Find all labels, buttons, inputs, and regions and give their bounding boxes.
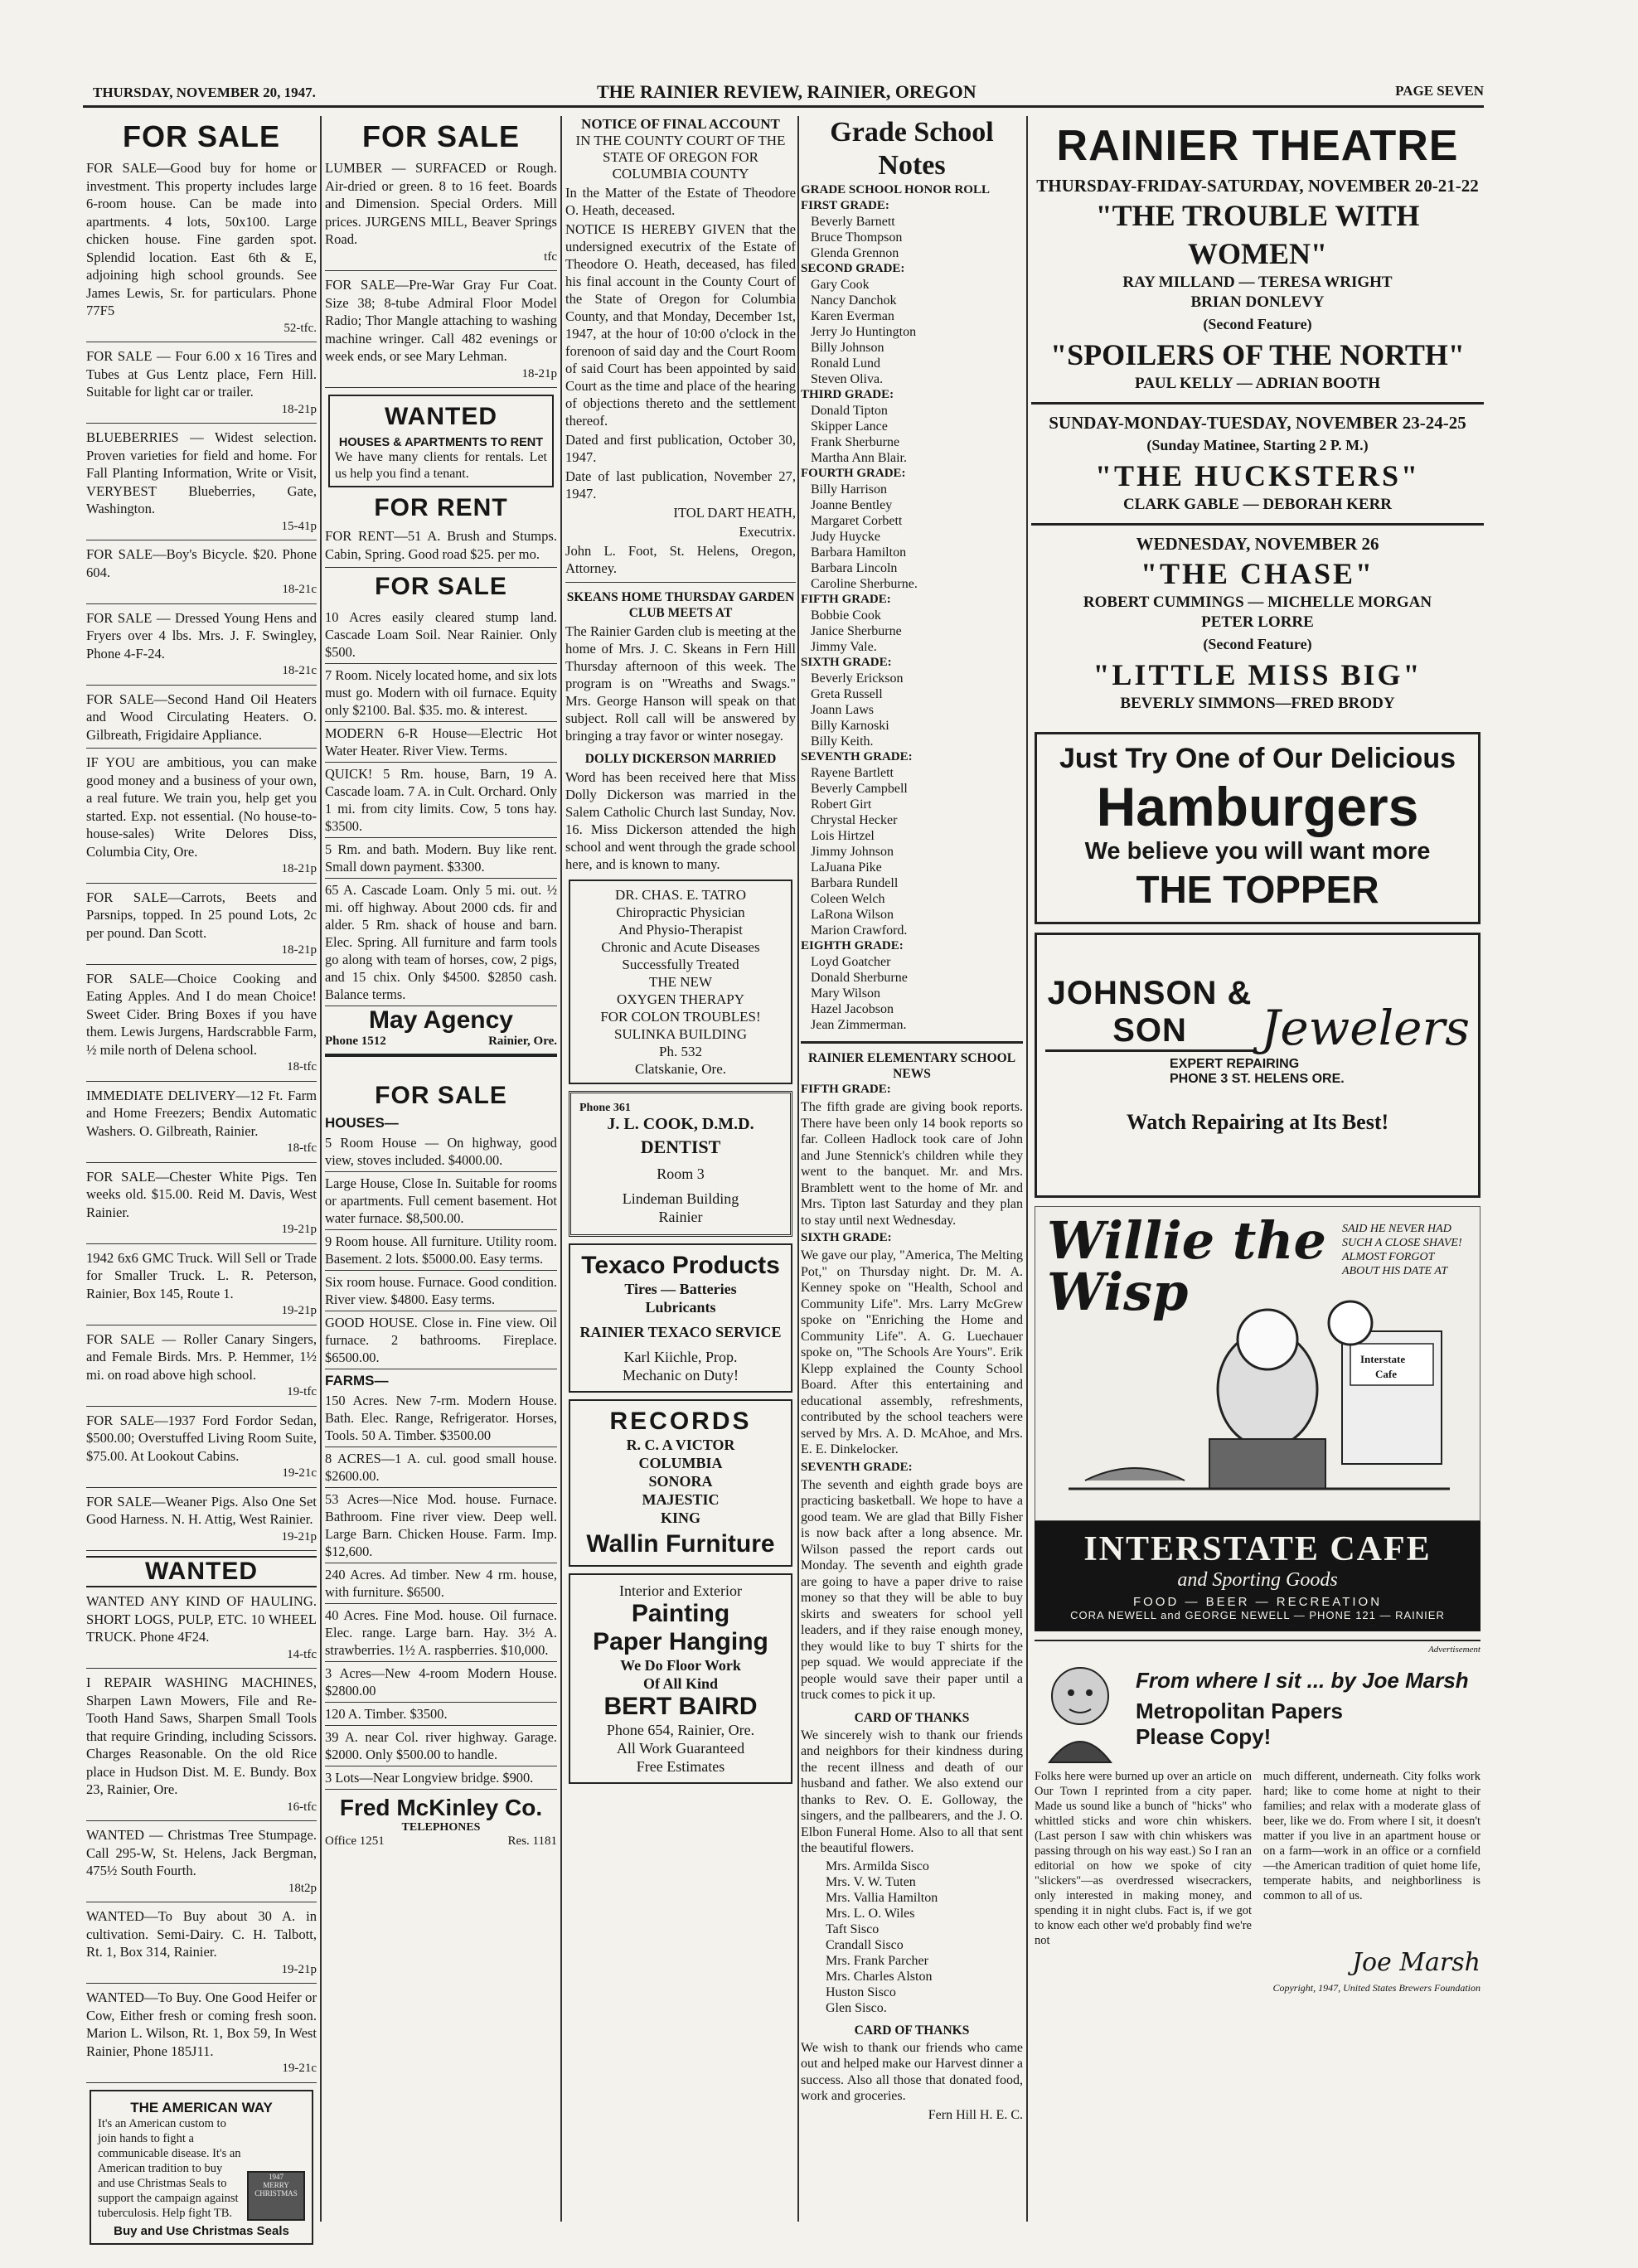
thanks-name: Mrs. V. W. Tuten bbox=[826, 1874, 916, 1889]
painting-l3: Paper Hanging bbox=[593, 1628, 768, 1655]
student-name: Marion Crawford. bbox=[811, 923, 908, 938]
for-sale-heading-3: FOR SALE bbox=[375, 573, 507, 600]
student-name: Skipper Lance bbox=[811, 419, 888, 434]
may-agency-phone: Phone 1512 bbox=[325, 1035, 386, 1048]
movie-5: "LITTLE MISS BIG" bbox=[1093, 658, 1422, 691]
student-name: Billy Johnson bbox=[811, 341, 884, 355]
student-name: Jerry Jo Huntington bbox=[811, 325, 917, 339]
wanted-heading: WANTED bbox=[86, 1556, 317, 1587]
matinee-note: (Sunday Matinee, Starting 2 P. M.) bbox=[1146, 437, 1369, 453]
thanks-names bbox=[801, 1858, 1023, 2016]
mckinley-res: Res. 1181 bbox=[507, 1834, 557, 1848]
student-name: Joann Laws bbox=[811, 703, 874, 717]
theatre-dates-2: SUNDAY-MONDAY-TUESDAY, NOVEMBER 23-24-25 bbox=[1049, 413, 1466, 433]
records-store: Wallin Furniture bbox=[586, 1530, 775, 1558]
tatro-lines bbox=[575, 886, 786, 1078]
student-name: Bruce Thompson bbox=[811, 230, 903, 245]
painting-name: BERT BAIRD bbox=[603, 1693, 758, 1720]
for-sale-heading-4: FOR SALE bbox=[375, 1082, 507, 1109]
classified-ad: FOR SALE—Boy's Bicycle. $20. Phone 604. 18-21c bbox=[86, 545, 317, 604]
student-name: Barbara Rundell bbox=[811, 876, 899, 890]
honor-roll-heading: GRADE SCHOOL HONOR ROLL bbox=[801, 183, 990, 196]
cast-5: BEVERLY SIMMONS—FRED BRODY bbox=[1120, 695, 1395, 712]
dolly-heading: DOLLY DICKERSON MARRIED bbox=[584, 752, 777, 766]
ad-code: 18-tfc bbox=[287, 1141, 317, 1155]
willie-title: Willie the Wisp bbox=[1047, 1210, 1326, 1322]
grade-heading: EIGHTH GRADE: bbox=[801, 939, 904, 952]
classified-ad: FOR SALE—Second Hand Oil Heaters and Wood Circulating Heaters. O. Gilbreath, Frigidaire Appliance. bbox=[86, 691, 317, 749]
student-name: Bobbie Cook bbox=[811, 608, 881, 623]
student-name: Karen Everman bbox=[811, 309, 894, 323]
ad-code: 18-21p bbox=[521, 366, 557, 380]
christmas-seal-stamp-icon bbox=[247, 2171, 305, 2221]
grade-school-title: Grade School Notes bbox=[830, 117, 994, 181]
farm-listing: 53 Acres—Nice Mod. house. Furnace. Bathroom. Fine river view. Deep well. Large Barn. Chicken House. Farm. Imp. $12,600. bbox=[325, 1488, 557, 1563]
ad-code: 14-tfc bbox=[287, 1647, 317, 1661]
student-name: LaJuana Pike bbox=[811, 860, 882, 875]
for-rent-text: FOR RENT—51 A. Brush and Stumps. Cabin, Spring. Good road $25. per mo. bbox=[325, 527, 557, 568]
student-name: Donald Tipton bbox=[811, 404, 888, 418]
tatro-line: OXYGEN THERAPY bbox=[616, 991, 745, 1007]
column-rule bbox=[560, 116, 562, 2222]
joe-marsh-portrait-icon bbox=[1035, 1655, 1126, 1762]
student-name: Billy Keith. bbox=[811, 734, 874, 749]
notice-title: NOTICE OF FINAL ACCOUNT bbox=[581, 116, 780, 132]
theatre-dates-1: THURSDAY-FRIDAY-SATURDAY, NOVEMBER 20-21-22 bbox=[1036, 176, 1479, 196]
fifth-heading: FIFTH GRADE: bbox=[801, 1083, 891, 1096]
ad-code: 18-21p bbox=[281, 943, 317, 957]
student-name: Chrystal Hecker bbox=[811, 813, 898, 827]
mckinley-name: Fred McKinley Co. bbox=[339, 1795, 543, 1820]
willie-sign1: Interstate bbox=[1360, 1353, 1406, 1365]
thanks-name: Mrs. Vallia Hamilton bbox=[826, 1890, 938, 1905]
cook-phone: Phone 361 bbox=[579, 1102, 631, 1114]
wanted-sub: HOUSES & APARTMENTS TO RENT bbox=[338, 436, 544, 449]
thanks-heading: CARD OF THANKS bbox=[854, 1710, 970, 1725]
classified-ad: FOR SALE—1937 Ford Fordor Sedan, $500.00; Overstuffed Living Room Suite, $75.00. At Lookout Cabins. 19-21c bbox=[86, 1412, 317, 1488]
thanks-name: Taft Sisco bbox=[826, 1922, 880, 1936]
seals-title: THE AMERICAN WAY bbox=[130, 2099, 273, 2115]
johnson-son-watch: Watch Repairing at Its Best! bbox=[1126, 1110, 1389, 1134]
ad-code: 18-21c bbox=[282, 583, 317, 596]
texaco-mech: Mechanic on Duty! bbox=[623, 1367, 739, 1384]
thanks2-sign: Fern Hill H. E. C. bbox=[928, 2107, 1023, 2122]
classified-ad: FOR SALE—Good buy for home or investment. This property includes large 6-room house. Can be made into apartments. 4 lots, 50x100. Large chicken house. Fine garden spot. Splendid location. East 6th & E, adjoining high school grounds. See James Lewis, Sr. for particulars. Phone 77F5 52-tfc. bbox=[86, 159, 317, 342]
cafe-title: INTERSTATE CAFE bbox=[1083, 1530, 1432, 1568]
classified-ad: IF YOU are ambitious, you can make good money and a business of your own, a real future. We train you, help get you started. Exp. not essential. (No house-to-house-sales) Write Delores Diss, Columbia City, Ore. 18-21p bbox=[86, 754, 317, 884]
farms-listings bbox=[325, 1389, 557, 1790]
header-paper-name: THE RAINIER REVIEW, RAINIER, OREGON bbox=[597, 81, 976, 102]
seventh-heading: SEVENTH GRADE: bbox=[801, 1460, 913, 1474]
cast-3: CLARK GABLE — DEBORAH KERR bbox=[1122, 496, 1393, 513]
student-name: Jean Zimmerman. bbox=[811, 1018, 907, 1032]
seal-stamp-text: MERRY CHRISTMAS bbox=[254, 2180, 298, 2198]
farm-listing: 40 Acres. Fine Mod. house. Oil furnace. Elec. range. Large barn. Hay. 3½ A. strawberries. 1½ A. raspberries. $10,000. bbox=[325, 1604, 557, 1662]
grade-heading: FIRST GRADE: bbox=[801, 199, 889, 212]
tatro-ad bbox=[569, 880, 792, 1084]
student-name: Frank Sherburne bbox=[811, 435, 900, 449]
movie-1: "THE TROUBLE WITH WOMEN" bbox=[1095, 199, 1420, 270]
record-brand: COLUMBIA bbox=[638, 1455, 723, 1471]
theatre-title: RAINIER THEATRE bbox=[1056, 122, 1459, 170]
honor-roll-list bbox=[801, 198, 1023, 1033]
notice-body: NOTICE IS HEREBY GIVEN that the undersigned executrix of the Estate of Theodore O. Heath, deceased, has filed his final account in the County Court of the State of Oregon for Columbia County, and that Monday, December 1st, 1947, at the hour of 10:00 o'clock in the forenoon of said day and the Court Room of said Court has been appointed by said Court as the time and place of the hearing of objections thereto and the settlement thereof. bbox=[565, 221, 796, 429]
thanks2-heading: CARD OF THANKS bbox=[854, 2023, 970, 2038]
student-name: Donald Sherburne bbox=[811, 971, 908, 985]
ad-code: 52-tfc. bbox=[284, 321, 317, 335]
may-agency-listings bbox=[325, 606, 557, 1006]
classified-ad: FOR SALE — Four 6.00 x 16 Tires and Tubes at Gus Lentz place, Fern Hill. Suitable for light car or trailer. 18-21p bbox=[86, 347, 317, 424]
tatro-line: Successfully Treated bbox=[622, 957, 739, 972]
classified-ad: FOR SALE—Choice Cooking and Eating Apples. And I do mean Choice! Sweet Cider. Bring Boxes if you have them. Lewis Jurgens, Hardscrabble Farm, ½ mile north of Delena school. 18-tfc bbox=[86, 970, 317, 1082]
notice-last: Date of last publication, November 27, 1947. bbox=[565, 468, 796, 502]
for-sale-heading: FOR SALE bbox=[122, 119, 280, 153]
painting-l2: Painting bbox=[631, 1600, 730, 1627]
cast-1b: BRIAN DONLEVY bbox=[1190, 293, 1325, 311]
ad-code: 19-21p bbox=[281, 1223, 317, 1236]
dolly-text: Word has been received here that Miss Dolly Dickerson was married in the Salem Catholic Church last Sunday, Nov. 16. Miss Dickerson attended the high school and went through the grade school here, and is known to many. bbox=[565, 769, 796, 872]
student-name: Ronald Lund bbox=[811, 356, 880, 371]
texaco-ad bbox=[569, 1243, 792, 1393]
student-name: Beverly Barnett bbox=[811, 215, 895, 229]
topper-line3: We believe you will want more bbox=[1084, 838, 1431, 865]
theatre-dates-3: WEDNESDAY, NOVEMBER 26 bbox=[1136, 534, 1379, 554]
classified-ad: FOR SALE—Carrots, Beets and Parsnips, topped. In 25 pound Lots, 2c per pound. Dan Scott. 18-21p bbox=[86, 889, 317, 965]
house-listing: 9 Room house. All furniture. Utility room. Basement. 2 lots. $5000.00. Easy terms. bbox=[325, 1230, 557, 1271]
ad-code: tfc bbox=[544, 250, 557, 264]
joe-column-b: much different, underneath. City folks work hard; like to come home at night to their families; and relax with a moderate glass of beer, like we do. From where I sit, it doesn't matter if you live in an apartment house or on a farm—work in an office or a cornfield—the American tradition of quiet home life, temperate habits, and neighborliness is common to all of us. bbox=[1263, 1770, 1480, 1902]
thanks-name: Mrs. Frank Parcher bbox=[826, 1953, 928, 1968]
topper-line1: Just Try One of Our Delicious bbox=[1059, 743, 1456, 774]
cast-1a: RAY MILLAND — TERESA WRIGHT bbox=[1122, 274, 1393, 291]
wanted-ads bbox=[86, 1592, 317, 2083]
seal-year: 1947 bbox=[269, 2172, 284, 2181]
wanted-ad: I REPAIR WASHING MACHINES, Sharpen Lawn Mowers, File and Re-Tooth Hand Saws, Sharpen Small Tools that require Grinding, including Scissors. Charges Reasonable. On the old Rice place in Hudson Dist. M. E. Bundy. Box 23, Rainier, Ore. 16-tfc bbox=[86, 1674, 317, 1821]
student-name: Robert Girt bbox=[811, 797, 872, 812]
texaco-line1: Tires — Batteries bbox=[624, 1281, 737, 1297]
willie-bubble: SAID HE NEVER HAD SUCH A CLOSE SHAVE! ALMOST FORGOT ABOUT HIS DATE AT bbox=[1342, 1223, 1462, 1277]
wanted-ad: WANTED—To Buy. One Good Heifer or Cow, Either fresh or coming fresh soon. Marion L. Wilson, Rt. 1, Box 59, In West Rainier, Phone 185J11. 19-21c bbox=[86, 1989, 317, 2083]
thanks-name: Glen Sisco. bbox=[826, 2000, 887, 2015]
student-name: Barbara Lincoln bbox=[811, 561, 898, 575]
houses-heading: HOUSES— bbox=[325, 1115, 399, 1131]
joe-column-a: Folks here were burned up over an article on Our Town I reprinted from a city paper. Made us sound like a bunch of "hicks" who whittled sticks and wore chin whiskers. (Last person I saw with chin whiskers was passing through on his way east.) So I ran an editorial on how we spoke of city "slickers"—as overdressed wisecrackers, only interested in making money, and spending it in night clubs. Fact is, if we got to know each other we'd probably find we're not bbox=[1035, 1770, 1252, 1947]
texaco-prop: Karl Kiichle, Prop. bbox=[623, 1349, 738, 1365]
willie-wisp-cartoon bbox=[1035, 1206, 1480, 1521]
sixth-text: We gave our play, "America, The Melting Pot," on Thursday night. Dr. M. A. Kenney spoke on "Health, School and Community Life". Mrs. Larry McGrew spoke on "Enriching the Home and Community Life". A. G. Luechauer spoke on, "The Schools Are Yours". Erik Klepp explained the County School Board. After this entertaining and educational assembly, refreshments, contributed by the school teachers were served by Mrs. A. D. McAhoe, and Mrs. E. E. Dinkelocker. bbox=[801, 1248, 1023, 1456]
painting-guar: All Work Guaranteed bbox=[616, 1740, 745, 1757]
for-sale-heading-2: FOR SALE bbox=[361, 119, 520, 153]
student-name: Gary Cook bbox=[811, 278, 870, 292]
student-name: Caroline Sherburne. bbox=[811, 577, 918, 591]
tatro-line: Ph. 532 bbox=[659, 1044, 702, 1059]
thanks-name: Crandall Sisco bbox=[826, 1937, 904, 1952]
classified-ad: FOR SALE — Roller Canary Singers, and Female Birds. Mrs. P. Hemmer, 1½ mi. on road above high school. 19-tfc bbox=[86, 1330, 317, 1407]
tatro-line: DR. CHAS. E. TATRO bbox=[615, 887, 746, 903]
column-grade-school bbox=[801, 116, 1023, 2222]
christmas-seals-ad bbox=[90, 2090, 313, 2245]
copyright-line: Copyright, 1947, United States Brewers Foundation bbox=[1272, 1982, 1480, 1994]
for-rent-heading: FOR RENT bbox=[374, 494, 508, 521]
student-name: Beverly Campbell bbox=[811, 782, 908, 796]
notice-dated: Dated and first publication, October 30, 1947. bbox=[565, 432, 796, 465]
wanted-ad: WANTED — Christmas Tree Stumpage. Call 295-W, St. Helens, Jack Bergman, 475½ South Fourth. 18t2p bbox=[86, 1826, 317, 1902]
houses-listings bbox=[325, 1132, 557, 1369]
second-feature-2: (Second Feature) bbox=[1203, 636, 1312, 652]
painting-l1: Interior and Exterior bbox=[619, 1582, 742, 1599]
farms-heading: FARMS— bbox=[325, 1373, 389, 1388]
thanks-name: Mrs. L. O. Wiles bbox=[826, 1906, 915, 1921]
farm-listing: 39 A. near Col. river highway. Garage. $2000. Only $500.00 to handle. bbox=[325, 1726, 557, 1766]
listing: 65 A. Cascade Loam. Only 5 mi. out. ½ mi. off highway. About 2000 cds. fir and alder. 5 Rm. shack of house and barn. Elec. Spring. All furniture and farm tools go along with team of horses, cow, 2 pigs, and 15 chix. Only $4500. $2850 cash. Balance terms. bbox=[325, 879, 557, 1006]
movie-2: "SPOILERS OF THE NORTH" bbox=[1050, 338, 1465, 371]
classified-ad: IMMEDIATE DELIVERY—12 Ft. Farm and Home Freezers; Bendix Automatic Washers. O. Gilbreath, Rainier. 18-tfc bbox=[86, 1087, 317, 1163]
skeans-heading: SKEANS HOME THURSDAY GARDEN CLUB MEETS AT bbox=[566, 590, 795, 620]
listing: 5 Rm. and bath. Modern. Buy like rent. Small down payment. $3300. bbox=[325, 838, 557, 879]
student-name: Martha Ann Blair. bbox=[811, 451, 907, 465]
listing: MODERN 6-R House—Electric Hot Water Heater. River View. Terms. bbox=[325, 722, 557, 763]
thanks-name: Mrs. Charles Alston bbox=[826, 1969, 933, 1984]
farm-listing: 240 Acres. Ad timber. New 4 rm. house, with furniture. $6500. bbox=[325, 1563, 557, 1604]
student-name: LaRona Wilson bbox=[811, 908, 894, 922]
cast-2: PAUL KELLY — ADRIAN BOOTH bbox=[1135, 375, 1380, 392]
column-classifieds-2 bbox=[325, 116, 557, 2222]
joe-marsh-column bbox=[1035, 1640, 1480, 1994]
student-name: Coleen Welch bbox=[811, 892, 885, 906]
record-brand: R. C. A VICTOR bbox=[626, 1437, 735, 1453]
record-brand: MAJESTIC bbox=[642, 1491, 720, 1508]
record-brand: KING bbox=[660, 1510, 700, 1526]
ad-code: 18-tfc bbox=[287, 1060, 317, 1073]
painting-ad bbox=[569, 1573, 792, 1784]
painting-l5: Of All Kind bbox=[642, 1675, 719, 1692]
tatro-line: Chronic and Acute Diseases bbox=[601, 939, 760, 955]
movie-3: "THE HUCKSTERS" bbox=[1094, 459, 1421, 492]
ad-code: 19-21p bbox=[281, 1529, 317, 1544]
for-sale-ads bbox=[86, 159, 317, 1551]
student-name: Joanne Bentley bbox=[811, 498, 893, 512]
seventh-text: The seventh and eighth grade boys are practicing basketball. We hope to have a good team. We are glad that Billy Fisher is now back after a long absence. Mr. Wilson passed the report cards out Monday. The seventh and eighth grade are going to have a paper drive to raise money so that they will be able to buy skirts and sweaters for school yell leaders, and if they raise enough money, they would like to buy T shirts for the pep squad. We would appreciate if the people would save their paper until a truck comes to pick it up. bbox=[801, 1477, 1023, 1702]
wanted-text: We have many clients for rentals. Let us help you find a tenant. bbox=[335, 450, 547, 481]
seals-footer: Buy and Use Christmas Seals bbox=[114, 2223, 289, 2238]
texaco-title: Texaco Products bbox=[581, 1252, 780, 1279]
notice-matter: In the Matter of the Estate of Theodore O. Heath, deceased. bbox=[565, 185, 796, 218]
tatro-line: FOR COLON TROUBLES! bbox=[600, 1009, 761, 1025]
column-rule bbox=[1026, 116, 1028, 2222]
may-agency-name: May Agency bbox=[369, 1006, 513, 1034]
house-listing: 5 Room House — On highway, good view, stoves included. $4000.00. bbox=[325, 1132, 557, 1172]
ad-code: 16-tfc bbox=[287, 1800, 317, 1814]
header-page-number: PAGE SEVEN bbox=[1395, 83, 1484, 99]
thanks-text: We sincerely wish to thank our friends and neighbors for their kindness during the recent illness and death of our husband and father. We also extend our thanks to Rev. O. E. Golloway, the singers, and the pallbearers, and the J. O. Elbon Funeral Home. Also to all that sent the beautiful flowers. bbox=[801, 1728, 1023, 1855]
thanks-name: Mrs. Armilda Sisco bbox=[826, 1858, 929, 1873]
tatro-line: THE NEW bbox=[648, 974, 712, 990]
classified-ad: FOR SALE—Weaner Pigs. Also One Set Good Harness. N. H. Attig, West Rainier. 19-21p bbox=[86, 1493, 317, 1552]
student-name: Judy Huycke bbox=[811, 530, 880, 544]
grade-heading: SIXTH GRADE: bbox=[801, 656, 892, 669]
ad-code: 19-21c bbox=[282, 2062, 317, 2075]
grade-heading: SEVENTH GRADE: bbox=[801, 750, 913, 763]
advertisement-label: Advertisement bbox=[1428, 1645, 1480, 1655]
painting-free: Free Estimates bbox=[636, 1758, 725, 1775]
texaco-line2: Lubricants bbox=[645, 1299, 716, 1316]
student-name: Billy Harrison bbox=[811, 482, 887, 497]
student-name: Margaret Corbett bbox=[811, 514, 903, 528]
record-brand: SONORA bbox=[648, 1473, 713, 1490]
house-listing: GOOD HOUSE. Close in. Fine view. Oil furnace. 2 bathrooms. Fireplace. $6500.00. bbox=[325, 1311, 557, 1369]
may-agency-town: Rainier, Ore. bbox=[488, 1035, 557, 1048]
records-title: RECORDS bbox=[609, 1408, 752, 1435]
notice-signer-role: Executrix. bbox=[739, 524, 796, 540]
student-name: Barbara Hamilton bbox=[811, 545, 907, 560]
ad-code: 18-21p bbox=[281, 402, 317, 416]
cook-town: Rainier bbox=[658, 1209, 703, 1225]
student-name: Greta Russell bbox=[811, 687, 883, 701]
classified-ad: LUMBER — SURFACED or Rough. Air-dried or green. 8 to 16 feet. Boards and Dimension. Special Orders. Mill prices. JURGENS MILL, Beaver Springs Road. tfc bbox=[325, 159, 557, 271]
notice-attorney: John L. Foot, St. Helens, Oregon, Attorney. bbox=[565, 542, 796, 583]
ad-code: 18-21p bbox=[281, 862, 317, 875]
tatro-line: Clatskanie, Ore. bbox=[635, 1061, 726, 1077]
header-date: THURSDAY, NOVEMBER 20, 1947. bbox=[93, 85, 316, 100]
cook-name: J. L. COOK, D.M.D. bbox=[607, 1115, 754, 1133]
ad-code: 19-21c bbox=[282, 1466, 317, 1480]
house-listing: Large House, Close In. Suitable for rooms or apartments. Full cement basement. Hot water furnace. $8,500.00. bbox=[325, 1172, 557, 1230]
painting-phone: Phone 654, Rainier, Ore. bbox=[606, 1722, 755, 1738]
classified-ad: BLUEBERRIES — Widest selection. Proven varieties for field and home. For Fall Planting Information, Write or Visit, VERYBEST Blueberries, Gate, Washington. 15-41p bbox=[86, 429, 317, 540]
farm-listing: 8 ACRES—1 A. cul. good small house. $2600.00. bbox=[325, 1447, 557, 1488]
cafe-subtitle: and Sporting Goods bbox=[1177, 1569, 1338, 1591]
tatro-line: Chiropractic Physician bbox=[616, 904, 745, 920]
topper-name: THE TOPPER bbox=[1136, 868, 1379, 911]
grade-heading: FOURTH GRADE: bbox=[801, 467, 906, 480]
ad-code: 18-21c bbox=[282, 664, 317, 677]
seals-body: It's an American custom to join hands to fight a communicable disease. It's an American tradition to buy and use Christmas Seals to support the campaign against tuberculosis. Help fight TB. bbox=[98, 2116, 241, 2220]
skeans-text: The Rainier Garden club is meeting at the home of Mrs. J. C. Skeans in Fern Hill Thursday afternoon of this week. The program is on "Wreaths and Swags." Mrs. George Hanson will speak on that subject. Roll call will be answered by bringing a tray favor or winter nosegay. bbox=[565, 623, 796, 744]
movie-4: "THE CHASE" bbox=[1140, 557, 1375, 590]
student-name: Hazel Jacobson bbox=[811, 1002, 894, 1016]
farm-listing: 3 Acres—New 4-room Modern House. $2800.00 bbox=[325, 1662, 557, 1703]
student-name: Loyd Goatcher bbox=[811, 955, 891, 969]
joe-sub1: Metropolitan Papers bbox=[1136, 1698, 1343, 1723]
ad-code: 19-tfc bbox=[287, 1385, 317, 1398]
willie-sign2: Cafe bbox=[1375, 1368, 1397, 1380]
listing: QUICK! 5 Rm. house, Barn, 19 A. Cascade loam. 7 A. in Cult. Orchard. Only 1 mi. from city limits. Cow, 5 tons hay. $3500. bbox=[325, 763, 557, 838]
farm-listing: 120 A. Timber. $3500. bbox=[325, 1703, 557, 1726]
records-ad bbox=[569, 1399, 792, 1567]
joe-title: From where I sit ... by Joe Marsh bbox=[1136, 1667, 1469, 1693]
ad-code: 19-21p bbox=[281, 1962, 317, 1976]
wanted-ad: WANTED—To Buy about 30 A. in cultivation. Semi-Dairy. C. H. Talbott, Rt. 1, Box 314, Rainier. 19-21p bbox=[86, 1907, 317, 1984]
tatro-line: SULINKA BUILDING bbox=[613, 1026, 748, 1042]
column-display-ads bbox=[1031, 116, 1484, 2222]
notice-court: IN THE COUNTY COURT OF THE STATE OF OREGON FOR COLUMBIA COUNTY bbox=[575, 133, 786, 182]
johnson-son-logo: JOHNSON & SON bbox=[1045, 975, 1254, 1052]
mckinley-telephones: TELEPHONES bbox=[401, 1821, 481, 1834]
listing: 7 Room. Nicely located home, and six lots must go. Modern with oil furnace. Equity only $2100. Bal. $35. mo. & interest. bbox=[325, 664, 557, 722]
farm-listing: 150 Acres. New 7-rm. Modern House. Bath. Elec. Range, Refrigerator. Horses, Tools. 50 A. Timber. $3500.00 bbox=[325, 1389, 557, 1447]
house-listing: Six room house. Furnace. Good condition. River view. $4800. Easy terms. bbox=[325, 1271, 557, 1311]
student-name: Lois Hirtzel bbox=[811, 829, 875, 843]
column-rule bbox=[797, 116, 799, 2222]
johnson-son-repair: EXPERT REPAIRING bbox=[1170, 1057, 1300, 1071]
student-name: Janice Sherburne bbox=[811, 624, 902, 638]
classified-ad: FOR SALE — Dressed Young Hens and Fryers over 4 lbs. Mrs. J. F. Swingley, Phone 4-F-24. 18-21c bbox=[86, 609, 317, 686]
student-name: Glenda Grennon bbox=[811, 246, 899, 260]
ad-code: 15-41p bbox=[281, 519, 317, 533]
cook-title: DENTIST bbox=[640, 1136, 721, 1157]
student-name: Steven Oliva. bbox=[811, 372, 884, 386]
second-feature-1: (Second Feature) bbox=[1203, 316, 1312, 332]
sixth-heading: SIXTH GRADE: bbox=[801, 1231, 892, 1244]
joe-signature: Joe Marsh bbox=[1351, 1948, 1480, 1977]
fifth-text: The fifth grade are giving book reports. There have been only 14 book reports so far. Colleen Hadlock took care of John and June Stennick's children while they went to the banquet. Mr. and Mrs. Bramblett went to the home of Mr. and Mrs. Tipton last Saturday and they plan to stay until next Wednesday. bbox=[801, 1100, 1023, 1228]
classified-ad: 1942 6x6 GMC Truck. Will Sell or Trade for Smaller Truck. L. R. Peterson, Rainier, Box 145, Route 1. 19-21p bbox=[86, 1249, 317, 1325]
cook-room: Room 3 bbox=[657, 1166, 705, 1182]
student-name: Jimmy Vale. bbox=[811, 640, 877, 654]
wanted-houses-ad bbox=[328, 395, 554, 487]
painting-l4: We Do Floor Work bbox=[620, 1657, 741, 1674]
grade-heading: SECOND GRADE: bbox=[801, 262, 905, 275]
cook-building: Lindeman Building bbox=[622, 1190, 739, 1207]
cast-4a: ROBERT CUMMINGS — MICHELLE MORGAN bbox=[1083, 594, 1432, 611]
records-brands bbox=[579, 1436, 783, 1527]
listing: 10 Acres easily cleared stump land. Cascade Loam Soil. Near Rainier. Only $500. bbox=[325, 606, 557, 664]
tatro-line: And Physio-Therapist bbox=[618, 922, 743, 938]
thanks2-text: We wish to thank our friends who came out and helped make our Harvest dinner a success. Also all those that donated food, work and groceries. bbox=[801, 2040, 1023, 2103]
student-name: Nancy Danchok bbox=[811, 293, 897, 308]
student-name: Billy Karnoski bbox=[811, 719, 889, 733]
ad-code: 19-21p bbox=[281, 1304, 317, 1317]
johnson-son-script: Jewelers bbox=[1261, 1000, 1470, 1056]
page-header bbox=[83, 80, 1484, 108]
topper-ad bbox=[1035, 732, 1480, 924]
grade-heading: FIFTH GRADE: bbox=[801, 593, 891, 606]
student-name: Beverly Erickson bbox=[811, 671, 904, 686]
grade-heading: THIRD GRADE: bbox=[801, 388, 894, 401]
cafe-services: FOOD — BEER — RECREATION bbox=[1132, 1595, 1383, 1609]
column-notices bbox=[565, 116, 796, 2222]
cook-ad bbox=[569, 1091, 792, 1237]
johnson-son-phone: PHONE 3 ST. HELENS ORE. bbox=[1170, 1072, 1345, 1086]
cast-4b: PETER LORRE bbox=[1201, 613, 1314, 631]
classified-ad: FOR SALE—Pre-War Gray Fur Coat. Size 38; 8-tube Admiral Floor Model Radio; Thor Mangle attaching to washing machine wringer. Call 482 evenings or week ends, or see Mary Lehman. 18-21p bbox=[325, 276, 557, 388]
joe-sub2: Please Copy! bbox=[1136, 1723, 1272, 1749]
interstate-cafe-banner bbox=[1035, 1521, 1480, 1631]
column-rule bbox=[320, 116, 322, 2222]
lumber-ads bbox=[325, 159, 557, 388]
rainier-elementary-heading: RAINIER ELEMENTARY SCHOOL NEWS bbox=[807, 1051, 1016, 1081]
mckinley-office: Office 1251 bbox=[325, 1834, 385, 1848]
wanted-heading-2: WANTED bbox=[385, 403, 497, 430]
farm-listing: 3 Lots—Near Longview bridge. $900. bbox=[325, 1766, 557, 1790]
johnson-son-ad bbox=[1035, 933, 1480, 1198]
student-name: Mary Wilson bbox=[811, 986, 880, 1001]
thanks-name: Huston Sisco bbox=[826, 1984, 896, 1999]
wanted-ad: WANTED ANY KIND OF HAULING. SHORT LOGS, PULP, ETC. 10 WHEEL TRUCK. Phone 4F24. 14-tfc bbox=[86, 1592, 317, 1669]
ad-code: 18t2p bbox=[288, 1881, 317, 1895]
student-name: Jimmy Johnson bbox=[811, 845, 894, 859]
student-name: Rayene Bartlett bbox=[811, 766, 894, 780]
texaco-service: RAINIER TEXACO SERVICE bbox=[579, 1324, 782, 1340]
notice-signer: ITOL DART HEATH, bbox=[673, 505, 796, 521]
cafe-owners: CORA NEWELL and GEORGE NEWELL — PHONE 121 — RAINIER bbox=[1070, 1609, 1445, 1621]
column-classifieds-1 bbox=[86, 116, 317, 2238]
topper-hamburgers: Hamburgers bbox=[1096, 776, 1419, 837]
classified-ad: FOR SALE—Chester White Pigs. Ten weeks old. $15.00. Reid M. Davis, West Rainier. 19-21p bbox=[86, 1168, 317, 1244]
